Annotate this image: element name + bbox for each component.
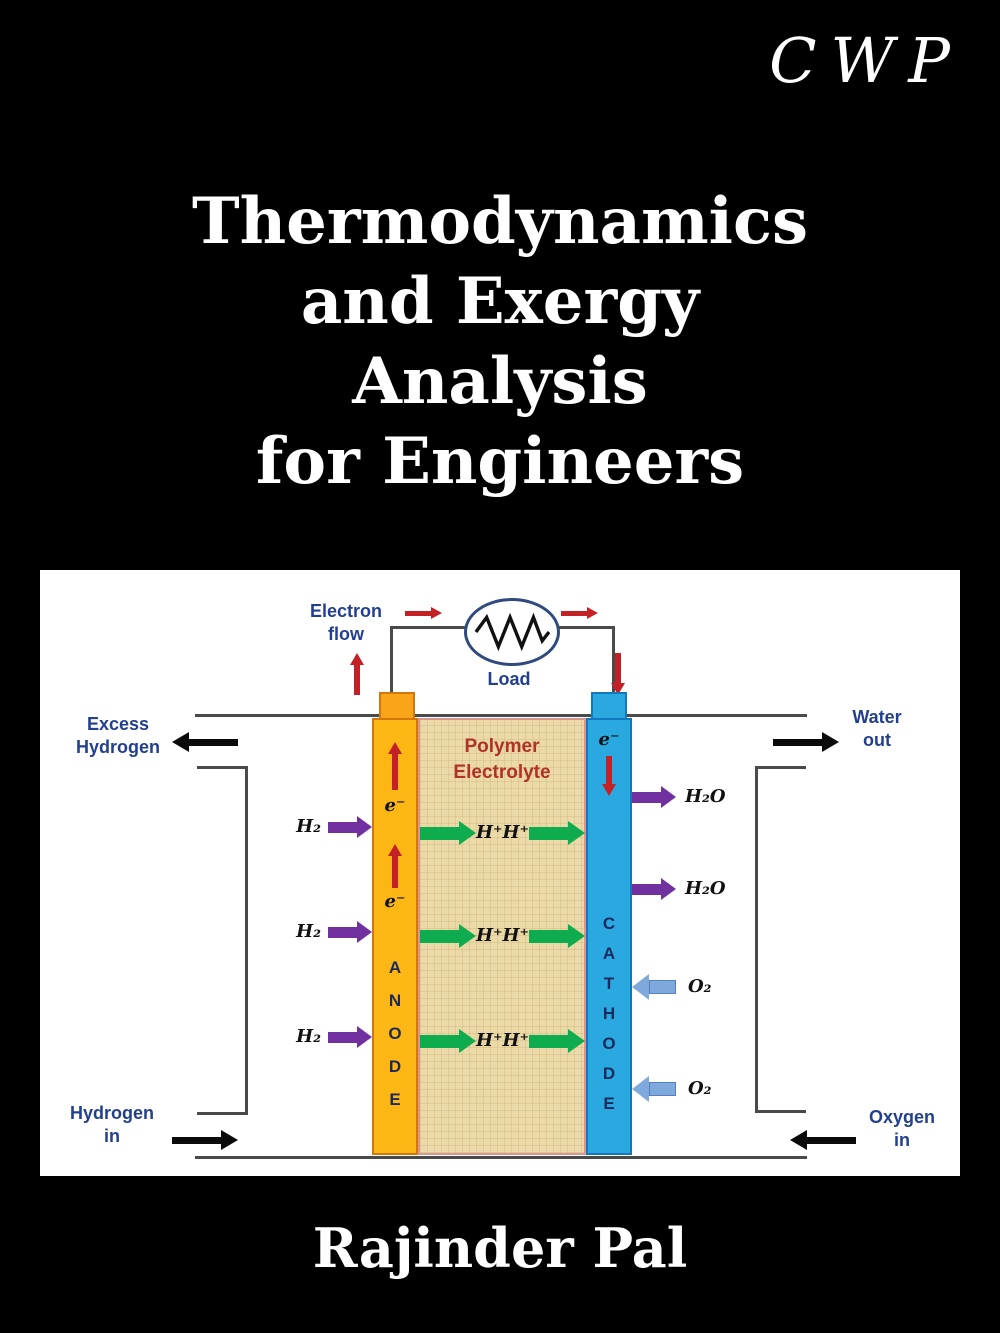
- book-title: [0, 182, 1000, 502]
- o2-arrow-icon: [632, 1076, 676, 1102]
- proton-flow-row: [420, 921, 582, 951]
- proton-arrow-icon: [529, 1029, 585, 1053]
- proton-label: H⁺: [502, 925, 530, 946]
- oxygen-in-arrow-icon: [790, 1130, 856, 1150]
- water-out-label: Water out: [852, 707, 902, 750]
- proton-label: H⁺: [476, 1030, 503, 1051]
- water-outlet: [632, 878, 726, 900]
- h2o-arrow-icon: [632, 786, 676, 808]
- load-resistor-icon: [464, 598, 560, 666]
- h2-arrow-icon: [328, 921, 372, 943]
- polymer-electrolyte-label: Polymer Electrolyte: [453, 736, 551, 783]
- electron-symbol: e⁻: [598, 729, 620, 750]
- hydrogen-inlet: [286, 921, 372, 943]
- anode-label: A N O D E: [388, 958, 402, 1109]
- proton-arrow-icon: [420, 1029, 476, 1053]
- water-out-arrow-icon: [773, 732, 839, 752]
- electron-down-arrow-icon: [602, 756, 616, 796]
- h2-arrow-icon: [328, 816, 372, 838]
- title-line: Analysis: [352, 344, 648, 419]
- cathode-label: C A T H O D E: [602, 914, 616, 1113]
- electron-flow-right-arrow-icon: [405, 607, 442, 619]
- excess-hydrogen-label: Excess Hydrogen: [75, 714, 160, 757]
- hydrogen-inlet: [286, 1026, 372, 1048]
- electron-up-arrow-icon: [388, 844, 402, 888]
- oxygen-inlet: [632, 1076, 712, 1102]
- h2-label: H₂: [296, 1026, 321, 1047]
- bottom-plate-line: [195, 1156, 807, 1159]
- proton-flow-row: [420, 818, 582, 848]
- cathode-bar: [586, 718, 632, 1155]
- anode-bar: [372, 718, 418, 1155]
- title-line: and Exergy: [300, 264, 700, 339]
- electron-flow-label: Electron flow: [309, 601, 383, 644]
- top-plate-line: [195, 714, 807, 717]
- proton-arrow-icon: [529, 924, 585, 948]
- h2-label: H₂: [296, 921, 321, 942]
- o2-label: O₂: [688, 1078, 712, 1099]
- proton-arrow-icon: [420, 924, 476, 948]
- hydrogen-in-label: Hydrogen in: [69, 1103, 154, 1146]
- electron-up-arrow-icon: [350, 653, 364, 695]
- proton-label: H⁺: [476, 822, 503, 843]
- proton-flow-row: [420, 1026, 582, 1056]
- h2o-label: H₂O: [685, 878, 726, 899]
- proton-label: H⁺: [502, 1030, 530, 1051]
- title-line: for Engineers: [255, 424, 745, 499]
- hydrogen-manifold-bracket: [197, 766, 248, 1115]
- h2-arrow-icon: [328, 1026, 372, 1048]
- proton-arrow-icon: [420, 821, 476, 845]
- proton-label: H⁺: [502, 822, 530, 843]
- electron-up-arrow-icon: [388, 742, 402, 790]
- h2-label: H₂: [296, 816, 321, 837]
- o2-arrow-icon: [632, 974, 676, 1000]
- electron-down-arrow-icon: [611, 653, 625, 695]
- proton-label: H⁺: [476, 925, 503, 946]
- o2-label: O₂: [688, 976, 712, 997]
- resistor-zigzag-icon: [474, 610, 550, 654]
- electron-flow-right-arrow-icon: [561, 607, 598, 619]
- load-label: Load: [487, 669, 531, 689]
- hydrogen-in-arrow-icon: [172, 1130, 238, 1150]
- title-line: Thermodynamics: [192, 184, 808, 259]
- publisher-logo: CWP: [769, 24, 964, 97]
- water-outlet: [632, 786, 726, 808]
- fuel-cell-diagram: [40, 570, 960, 1176]
- author-name: Rajinder Pal: [312, 1216, 688, 1280]
- hydrogen-inlet: [286, 816, 372, 838]
- oxygen-in-label: Oxygen in: [868, 1107, 936, 1150]
- excess-hydrogen-arrow-icon: [172, 732, 238, 752]
- electron-symbol: e⁻: [384, 795, 406, 816]
- electron-symbol: e⁻: [384, 891, 406, 912]
- cathode-wire: [552, 626, 615, 699]
- proton-arrow-icon: [529, 821, 585, 845]
- oxygen-manifold-bracket: [755, 766, 806, 1113]
- oxygen-inlet: [632, 974, 712, 1000]
- h2o-label: H₂O: [685, 786, 726, 807]
- h2o-arrow-icon: [632, 878, 676, 900]
